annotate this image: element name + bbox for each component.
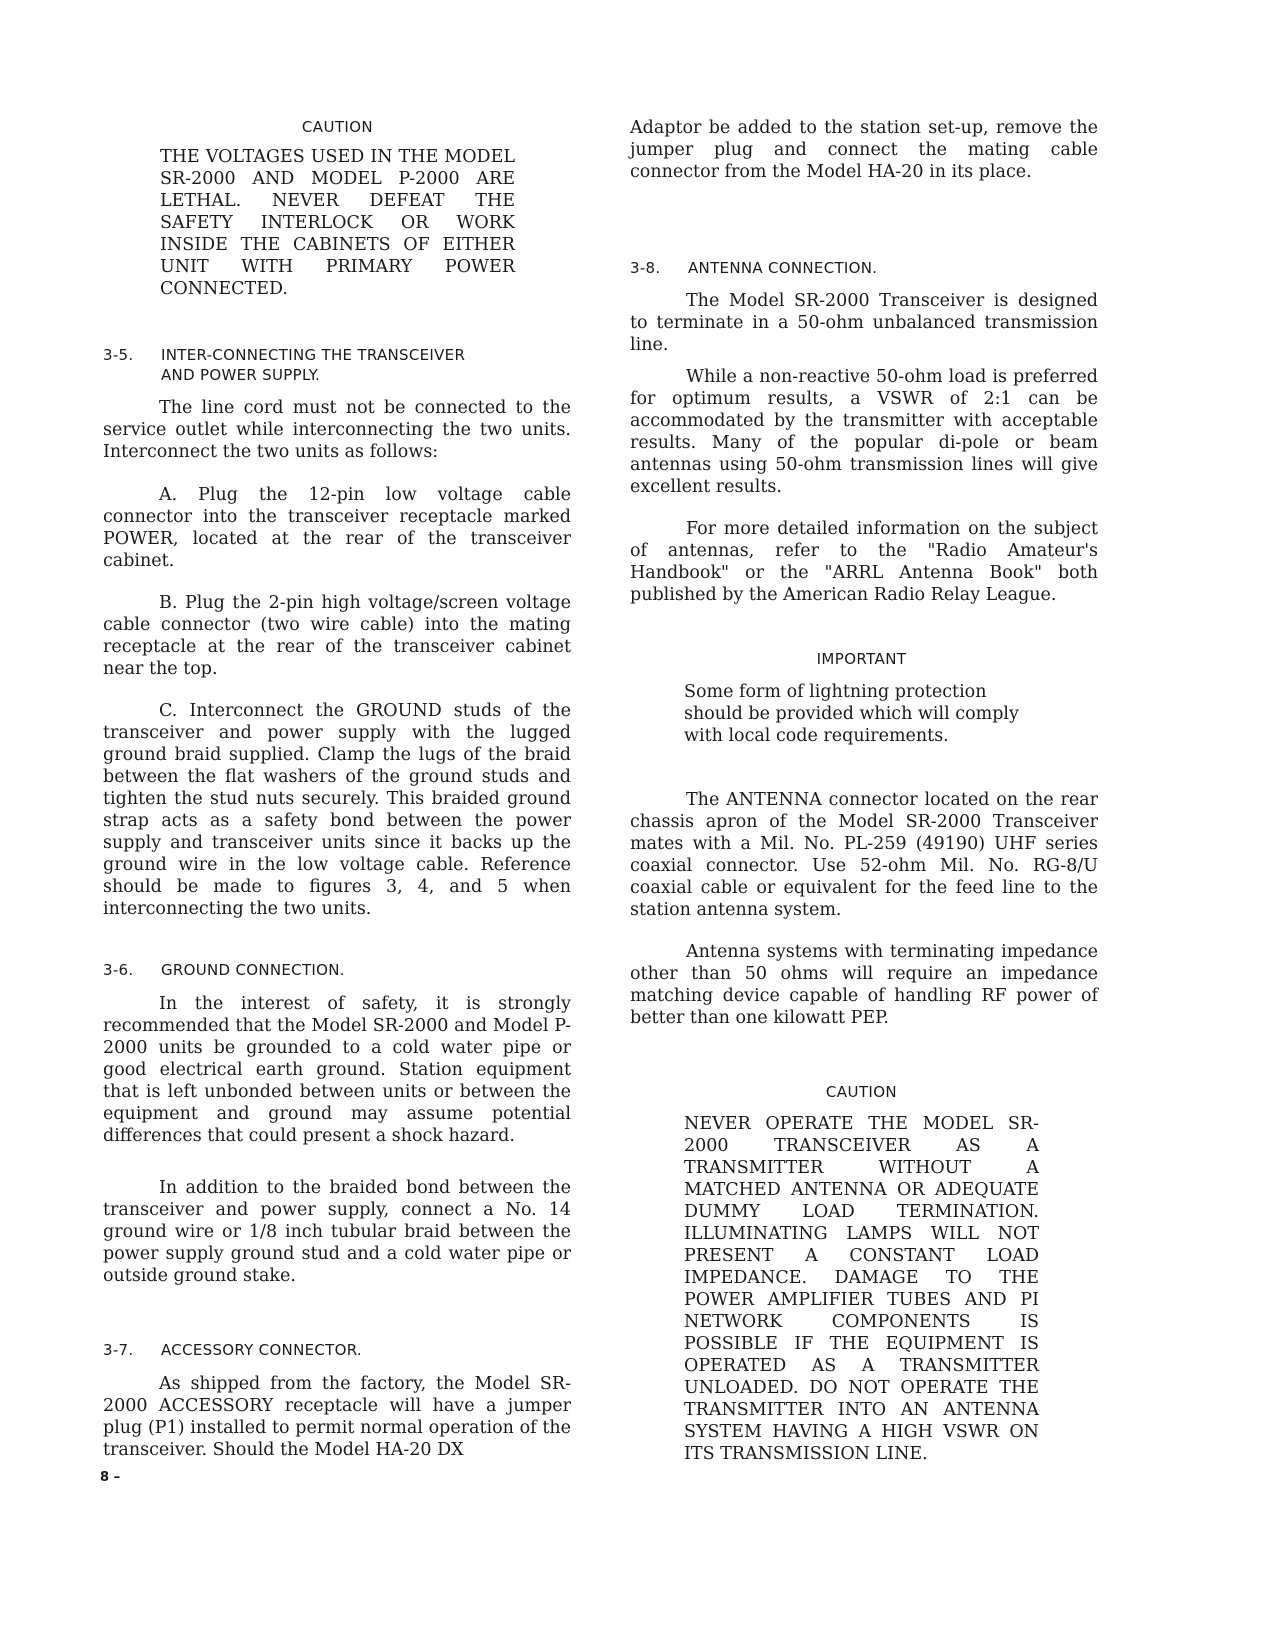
paragraph: For more detailed information on the subject of antennas, refer to the "Radio Amateur's Handbook" or the "ARRL Antenna Book" both published by the American Radio Relay League. <box>630 519 1098 605</box>
section-title: INTER-CONNECTING THE TRANSCEIVER <box>161 346 466 364</box>
important-heading: IMPORTANT <box>816 650 907 668</box>
paragraph: While a non-reactive 50-ohm load is preferred for optimum results, a VSWR of 2:1 can be accommodated by the transmitter with acceptable results. Many of the popular di-pole or beam antennas using 50-ohm transmission lines will give excellent results. <box>630 367 1098 497</box>
paragraph: In the interest of safety, it is strongly recommended that the Model SR-2000 and Model P-2000 units be grounded to a cold water pipe or good electrical earth ground. Station equipment that is left unbonded between units or between the equipment and ground may assume potential differences that could present a shock hazard. <box>103 994 571 1146</box>
section-3-5-heading <box>103 345 573 385</box>
section-number: 3-6. <box>103 961 134 979</box>
section-number: 3-5. <box>103 346 134 364</box>
paragraph: In addition to the braided bond between the transceiver and power supply, connect a No. 14 ground wire or 1/8 inch tubular braid between the power supply ground stud and a cold water pipe or outside ground stake. <box>103 1178 571 1286</box>
caution-heading-left: CAUTION <box>301 118 374 136</box>
paragraph-step-a: A. Plug the 12-pin low voltage cable connector into the transceiver receptacle marked POWER, located at the rear of the transceiver cabinet. <box>103 485 571 571</box>
section-number: 3-7. <box>103 1341 134 1359</box>
section-3-7-heading <box>103 1340 573 1360</box>
section-title: GROUND CONNECTION. <box>161 961 345 979</box>
section-number: 3-8. <box>630 259 661 277</box>
paragraph: The line cord must not be connected to the service outlet while interconnecting the two units. Interconnect the two units as follows: <box>103 398 571 462</box>
paragraph: The Model SR-2000 Transceiver is designed to terminate in a 50-ohm unbalanced transmission line. <box>630 291 1098 355</box>
section-title: ACCESSORY CONNECTOR. <box>161 1341 362 1359</box>
caution-heading-right: CAUTION <box>825 1083 898 1101</box>
paragraph-continued: Adaptor be added to the station set-up, remove the jumper plug and connect the mating cable connector from the Model HA-20 in its place. <box>630 118 1098 182</box>
caution-text-right: NEVER OPERATE THE MODEL SR-2000 TRANSCEIVER AS A TRANSMITTER WITHOUT A MATCHED ANTENNA OR ADEQUATE DUMMY LOAD TERMINATION. ILLUMINATING LAMPS WILL NOT PRESENT A CONSTANT LOAD IMPEDANCE. DAMAGE TO THE POWER AMPLIFIER TUBES AND PI NETWORK COMPONENTS IS POSSIBLE IF THE EQUIPMENT IS OPERATED AS A TRANSMITTER UNLOADED. DO NOT OPERATE THE TRANSMITTER INTO AN ANTENNA SYSTEM HAVING A HIGH VSWR ON ITS TRANSMISSION LINE. <box>684 1114 1039 1464</box>
paragraph-step-c: C. Interconnect the GROUND studs of the transceiver and power supply with the lugged ground braid supplied. Clamp the lugs of the braid between the flat washers of the ground studs and tighten the stud nuts securely. This braided ground strap acts as a safety bond between the power supply and transceiver units since it backs up the ground wire in the low voltage cable. Reference should be made to figures 3, 4, and 5 when interconnecting the two units. <box>103 701 571 919</box>
paragraph: As shipped from the factory, the Model SR-2000 ACCESSORY receptacle will have a jumper plug (P1) installed to permit normal operation of the transceiver. Should the Model HA-20 DX <box>103 1374 571 1460</box>
paragraph-step-b: B. Plug the 2-pin high voltage/screen voltage cable connector (two wire cable) into the mating receptacle at the rear of the transceiver cabinet near the top. <box>103 593 571 679</box>
section-3-8-heading <box>630 258 1100 278</box>
section-title-cont: AND POWER SUPPLY. <box>161 366 321 384</box>
important-text: Some form of lightning protection should be provided which will comply with local code requirements. <box>684 682 1019 746</box>
section-3-6-heading <box>103 960 573 980</box>
caution-text-left: THE VOLTAGES USED IN THE MODEL SR-2000 AND MODEL P-2000 ARE LETHAL. NEVER DEFEAT THE SAFETY INTERLOCK OR WORK INSIDE THE CABINETS OF EITHER UNIT WITH PRIMARY POWER CONNECTED. <box>160 147 515 299</box>
section-title: ANTENNA CONNECTION. <box>688 259 878 277</box>
paragraph: The ANTENNA connector located on the rear chassis apron of the Model SR-2000 Transceiver mates with a Mil. No. PL-259 (49190) UHF series coaxial connector. Use 52-ohm Mil. No. RG-8/U coaxial cable or equivalent for the feed line to the station antenna system. <box>630 790 1098 920</box>
page-number: 8 – <box>100 1470 121 1485</box>
paragraph: Antenna systems with terminating impedance other than 50 ohms will require an impedance matching device capable of handling RF power of better than one kilowatt PEP. <box>630 942 1098 1028</box>
